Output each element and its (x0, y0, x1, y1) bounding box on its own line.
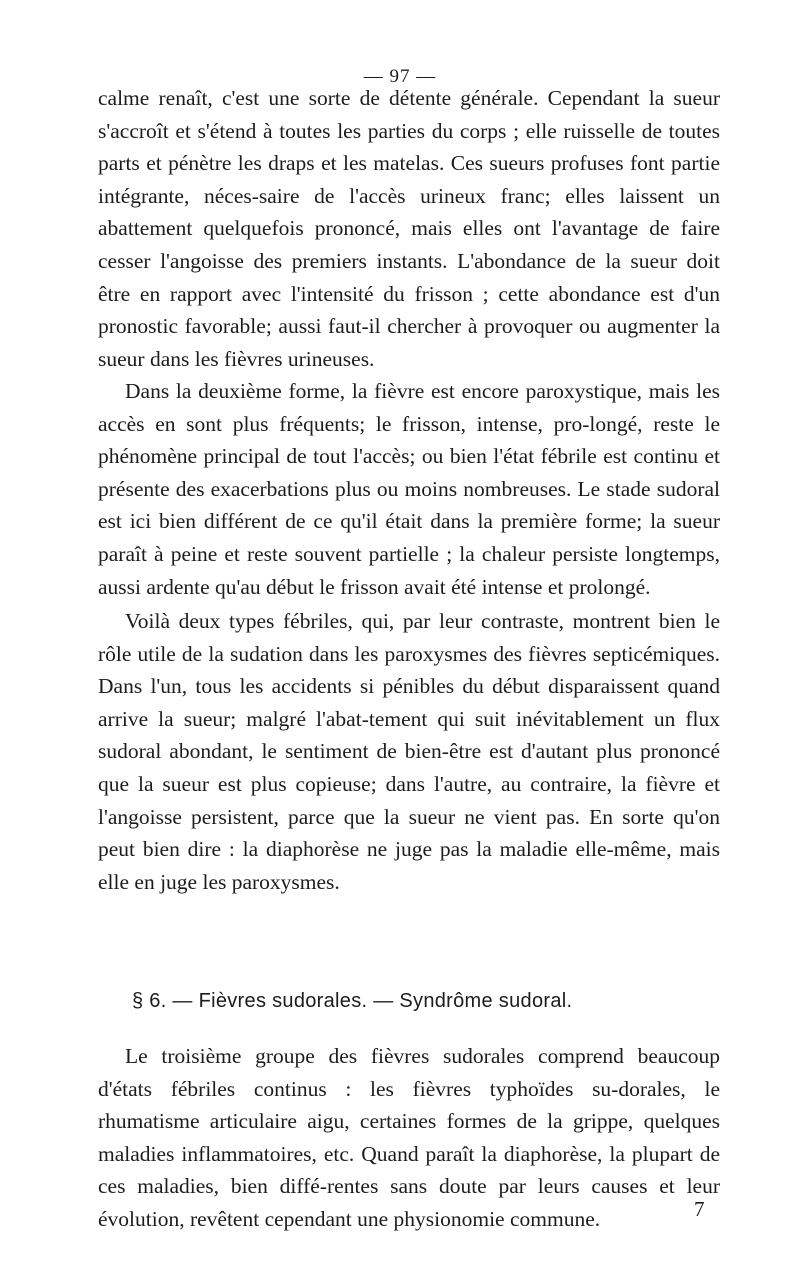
paragraph-3-block (98, 605, 720, 898)
paragraph-2-block (98, 375, 720, 603)
paragraph-4: Le troisième groupe des fièvres sudorales comprend beaucoup d'états fébriles continus : les fièvres typhoïdes su-dorales, le rhumatisme articulaire aigu, certaines formes de la grippe, quelques maladies inflammatoires, etc. Quand paraît la diaphorèse, la plupart de ces maladies, bien diffé-rentes sans doute par leurs causes et leur évolution, revêtent cependant une physionomie commune. (98, 1044, 720, 1231)
paragraph-2: Dans la deuxième forme, la fièvre est encore paroxystique, mais les accès en sont plus fréquents; le frisson, intense, pro-longé, reste le phénomène principal de tout l'accès; ou bien l'état fébrile est continu et présente des exacerbations plus ou moins nombreuses. Le stade sudoral est ici bien différent de ce qu'il était dans la première forme; la sueur paraît à peine et reste souvent partielle ; la chaleur persiste longtemps, aussi ardente qu'au début le frisson avait été intense et prolongé. (98, 379, 720, 599)
page-number: — 97 — (363, 66, 437, 87)
signature-mark: 7 (694, 1197, 705, 1221)
section-heading: § 6. — Fièvres sudorales. — Syndrôme sudoral. (132, 990, 573, 1012)
paragraph-1: calme renaît, c'est une sorte de détente générale. Cependant la sueur s'accroît et s'étend à toutes les parties du corps ; elle ruisselle de toutes parts et pénètre les draps et les matelas. Ces sueurs profuses font partie intégrante, néces-saire de l'accès urineux franc; elles laissent un abattement quelquefois prononcé, mais elles ont l'avantage de faire cesser l'angoisse des premiers instants. L'abondance de la sueur doit être en rapport avec l'intensité du frisson ; cette abondance est d'un pronostic favorable; aussi faut-il chercher à provoquer ou augmenter la sueur dans les fièvres urineuses. (98, 86, 720, 371)
paragraph-4-block (98, 1040, 720, 1236)
paragraph-1-block (98, 82, 720, 375)
paragraph-3: Voilà deux types fébriles, qui, par leur contraste, montrent bien le rôle utile de la sudation dans les paroxysmes des fièvres septicémiques. Dans l'un, tous les accidents si pénibles du début disparaissent quand arrive la sueur; malgré l'abat-tement qui suit inévitablement un flux sudoral abondant, le sentiment de bien-être est d'autant plus prononcé que la sueur est plus copieuse; dans l'autre, au contraire, la fièvre et l'angoisse persistent, parce que la sueur ne vient pas. En sorte qu'on peut bien dire : la diaphorèse ne juge pas la maladie elle-même, mais elle en juge les paroxysmes. (98, 609, 720, 894)
